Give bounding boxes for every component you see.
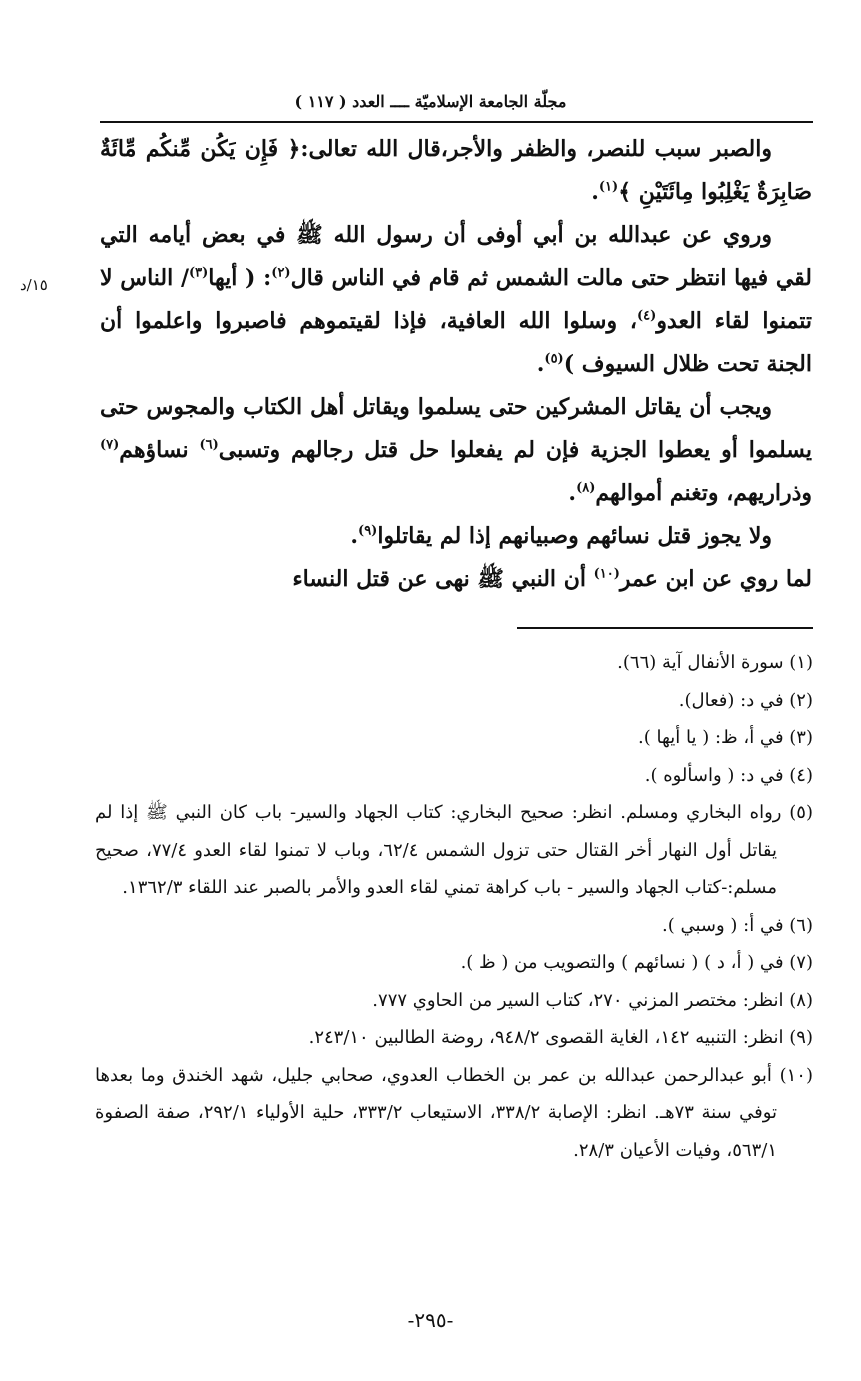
footnote-ref-5: (٥) [544, 351, 564, 367]
footnote-3: (٣) في أ، ظ: ( يا أيها ). [638, 727, 813, 748]
footnote-separator [517, 627, 813, 629]
footnote-ref-7: (٧) [100, 437, 120, 453]
paragraph-4 [100, 515, 812, 558]
footnote-ref-9: (٩) [358, 523, 378, 539]
footnote-5: (٥) رواه البخاري ومسلم. انظر: صحيح البخاري: كتاب الجهاد والسير- باب كان النبي ﷺ إذا لم يقاتل أول النهار أخر القتال حتى تزول الشمس ٦٢/٤، وباب لا تمنوا لقاء العدو ٧٧/٤، صحيح مسلم:-كتاب الجهاد والسير - باب كراهة تمني لقاء العدو والأمر بالصبر عند اللقاء ١٣٦٢/٣. [95, 802, 813, 898]
p3-text-a: ويجب أن يقاتل المشركين حتى يسلموا ويقاتل أهل الكتاب والمجوس حتى يسلموا أو يعطوا الجزية فإن لم يفعلوا حل قتل رجالهم وتسبى [100, 394, 813, 463]
footnote-1: (١) سورة الأنفال آية (٦٦). [617, 652, 813, 673]
footnote-ref-8: (٨) [576, 480, 596, 496]
p3-text-c: وذراريهم، وتغنم أموالهم [595, 480, 812, 506]
header-rule [100, 121, 813, 123]
p3-end: . [568, 480, 577, 506]
paragraph-5 [100, 558, 812, 601]
footnote-ref-2: (٢) [271, 265, 291, 281]
footnote-9: (٩) انظر: التنبيه ١٤٢، الغاية القصوى ٩٤٨/٢، روضة الطالبين ٢٤٣/١٠. [308, 1027, 813, 1048]
footnote-8: (٨) انظر: مختصر المزني ٢٧٠، كتاب السير من الحاوي ٧٧٧. [372, 989, 813, 1011]
p4-end: . [350, 523, 359, 549]
p2-text-c: / الناس لا تتمنوا لقاء العدو [100, 265, 812, 334]
running-header: مجلّة الجامعة الإسلاميّة ــــ العدد ( ١١٧ ) [294, 92, 567, 111]
footnote-ref-10: (١٠) [593, 566, 620, 582]
footnote-ref-3: (٣) [188, 265, 209, 281]
paragraph-3 [100, 386, 812, 515]
footnotes-section [95, 644, 813, 1169]
footnote-7: (٧) في ( أ، د ) ( نسائهم ) والتصويب من ( ظ ). [460, 952, 813, 973]
p2-end: . [536, 351, 545, 377]
footnote-2: (٢) في د: (فعال). [678, 689, 813, 711]
footnote-6: (٦) في أ: ( وسبي ). [662, 914, 813, 936]
footnote-ref-1: (١) [598, 179, 619, 195]
p2-text-d: ، وسلوا الله العافية، فإذا لقيتموهم فاصبروا واعلموا أن الجنة تحت ظلال السيوف ) [100, 308, 812, 377]
footnote-ref-4: (٤) [637, 308, 657, 324]
p4-text: ولا يجوز قتل نسائهم وصبيانهم إذا لم يقاتلوا [377, 523, 772, 549]
paragraph-1 [100, 128, 812, 214]
footnote-4: (٤) في د: ( واسألوه ). [644, 764, 813, 786]
p2-text-b: : ( أيها [208, 265, 272, 291]
quran-verse: ﴿ فَإِن يَكُن مِّنكُم مِّائَةٌ صَابِرَةٌ يَغْلِبُوا مِائَتَيْنِ ﴾ [100, 136, 812, 205]
page-number: -٢٩٥- [407, 1308, 454, 1332]
manuscript-folio-note: ١٥/د [20, 276, 48, 294]
paragraph-2 [100, 214, 812, 386]
p1-text: والصبر سبب للنصر، والظفر والأجر،قال الله تعالى: [300, 136, 772, 162]
main-text [100, 128, 812, 601]
p5-text-a: لما روي عن ابن عمر [619, 566, 812, 592]
footnote-ref-6: (٦) [199, 437, 219, 453]
p5-text-b: أن النبي ﷺ نهى عن قتل النساء [292, 566, 594, 592]
p3-text-b: نساؤهم [119, 437, 200, 463]
footnote-10: (١٠) أبو عبدالرحمن عبدالله بن عمر بن الخطاب العدوي، صحابي جليل، شهد الخندق وما بعدها توفي سنة ٧٣هـ. انظر: الإصابة ٣٣٨/٢، الاستيعاب ٣٣٣/٢، حلية الأولياء ٢٩٢/١، صفة الصفوة ٥٦٣/١، وفيات الأعيان ٢٨/٣. [95, 1064, 813, 1161]
p2-text-a: وروي عن عبدالله بن أبي أوفى أن رسول الله ﷺ في بعض أيامه التي لقي فيها انتظر حتى مالت الشمس ثم قام في الناس قال [100, 222, 812, 291]
p1-end: . [591, 179, 599, 205]
